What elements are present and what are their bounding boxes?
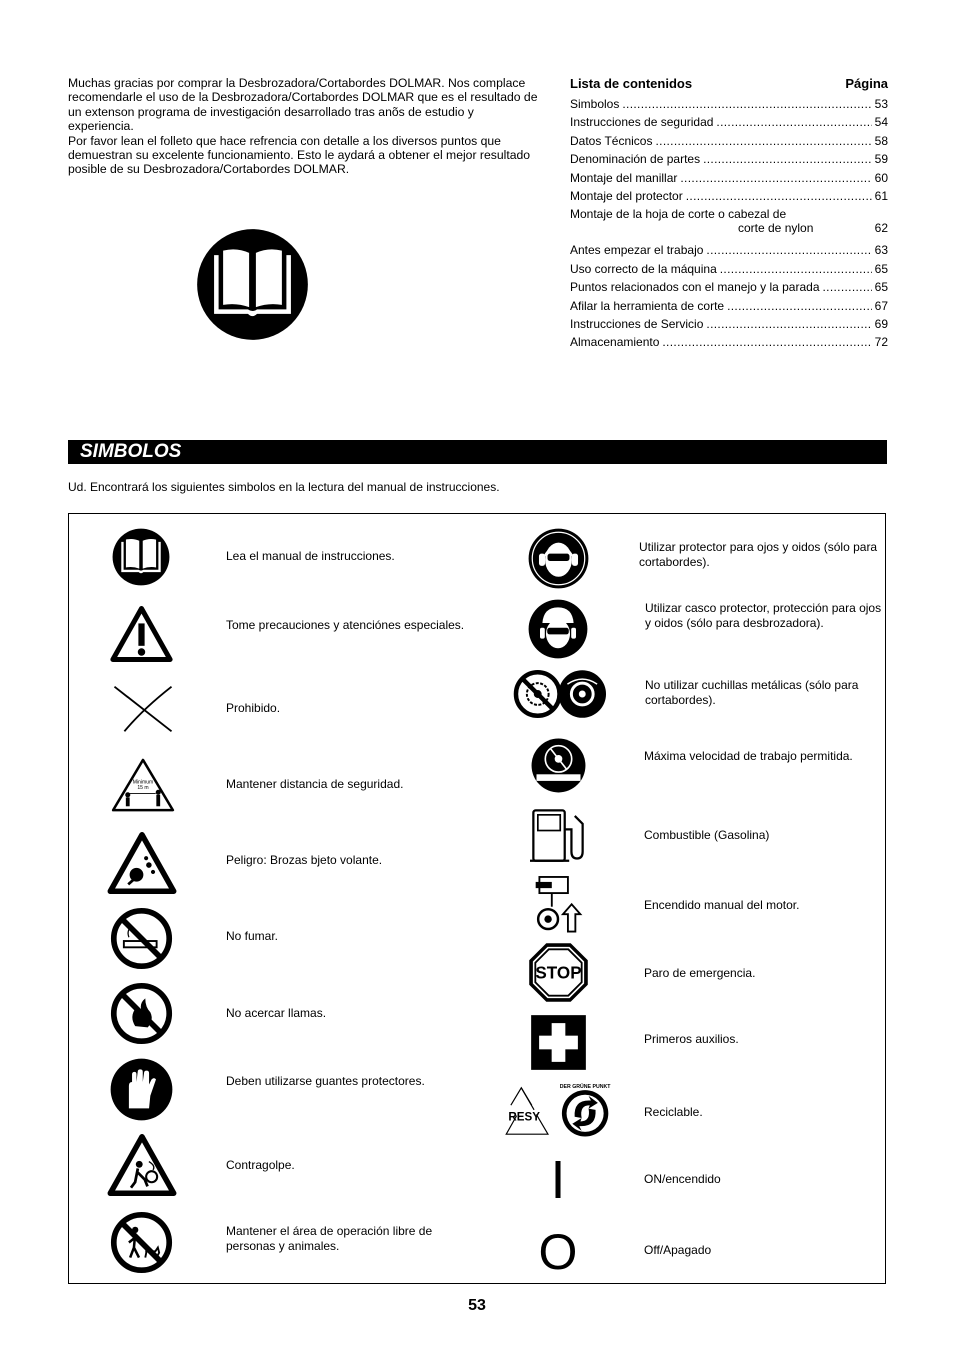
- intro-text: [68, 76, 538, 177]
- toc-item-page: 72: [874, 335, 888, 350]
- warning-icon: [110, 606, 173, 662]
- helmet-icon: [528, 599, 588, 659]
- symbols-table: [68, 513, 886, 1284]
- no-metal-blades-icon: [513, 669, 607, 719]
- toc-item-label: Antes empezar el trabajo: [570, 243, 704, 258]
- toc-page-heading: Página: [845, 76, 888, 91]
- section-title-bar: [68, 440, 887, 464]
- symbol-label: ON/encendido: [644, 1172, 721, 1186]
- symbol-label: Off/Apagado: [644, 1243, 712, 1257]
- toc-item-label: Montaje de la hoja de corte o cabezal de: [570, 207, 787, 222]
- toc-item-page: 62: [874, 221, 888, 236]
- toc-leader: [655, 134, 871, 148]
- toc-item-label: Afilar la herramienta de corte: [570, 298, 725, 313]
- toc-item[interactable]: [570, 134, 888, 152]
- prohibited-icon: [112, 684, 174, 734]
- intro-paragraph-2: Por favor lean el folleto que hace refrencia con detalle a los diversos puntos que demuestran su excelente funcionamiento. Esto le aydará a obtener el mejor resultado posible de su Desbrozadora/Cortabordes DOLMAR.: [68, 133, 531, 177]
- toc-leader: [686, 189, 872, 203]
- toc-leader: [706, 317, 871, 331]
- symbol-label: Máxima velocidad de trabajo permitida.: [644, 749, 853, 763]
- toc-leader: [816, 221, 871, 235]
- symbol-label: No fumar.: [226, 929, 279, 943]
- toc-item-page: 61: [874, 188, 888, 203]
- toc-item-page: 53: [874, 97, 888, 111]
- toc-leader: [706, 243, 871, 257]
- section-title: SIMBOLOS: [80, 441, 182, 462]
- toc-item[interactable]: [570, 207, 888, 243]
- toc-item-page: 67: [874, 298, 888, 313]
- kickback-icon: [107, 1134, 177, 1196]
- toc-item-label: Montaje del manillar: [570, 170, 678, 185]
- book-icon: [196, 228, 309, 341]
- toc-item-label: Montaje del protector: [570, 188, 683, 203]
- toc-leader: [680, 171, 871, 185]
- max-speed-icon: [531, 738, 586, 793]
- toc-item-label: Datos Técnicos: [570, 133, 653, 148]
- symbol-label: No utilizar cuchillas metálicas (sólo para cortabordes).: [645, 678, 859, 707]
- toc-item-label: Uso correcto de la máquina: [570, 261, 717, 276]
- symbol-label: Mantener el área de operación libre de personas y animales.: [226, 1224, 433, 1253]
- symbol-label: Encendido manual del motor.: [644, 898, 800, 912]
- toc-leader: [622, 97, 871, 111]
- symbol-label: Reciclable.: [644, 1105, 703, 1119]
- toc-leader: [662, 335, 871, 349]
- symbol-label: Paro de emergencia.: [644, 966, 756, 980]
- symbol-label: Contragolpe.: [226, 1158, 295, 1172]
- symbol-label: Combustible (Gasolina): [644, 828, 770, 842]
- toc-item[interactable]: [570, 189, 888, 207]
- toc-item-label: Almacenamiento: [570, 335, 660, 350]
- intro-paragraph-1: Muchas gracias por comprar la Desbrozadora/Cortabordes DOLMAR. Nos complace recomendarle el uso de la Desbrozadora/Cortabordes DOLMAR que es el resultado de un extenson programa de investigación desarrollado tras anõs de estudio y experiencia.: [68, 76, 538, 134]
- page-number: 53: [468, 1297, 486, 1314]
- book-icon: [112, 528, 170, 586]
- toc-item-page: 58: [874, 133, 888, 148]
- symbol-label: Primeros auxilios.: [644, 1032, 739, 1046]
- toc-leader: [716, 115, 871, 129]
- no-flames-icon: [110, 982, 173, 1045]
- toc-item-label: Instrucciones de Servicio: [570, 316, 704, 331]
- toc-item[interactable]: [570, 171, 888, 189]
- symbol-label: Tome precauciones y atenciónes especiales.: [226, 618, 465, 632]
- section-intro: Ud. Encontrará los siguientes simbolos en la lectura del manual de instrucciones.: [68, 480, 500, 494]
- toc-leader: [703, 152, 872, 166]
- toc-header: [570, 76, 888, 91]
- toc-item-label-continued: corte de nylon: [738, 221, 814, 236]
- gloves-icon: [110, 1058, 173, 1121]
- icon-text-minimum: Minimum: [132, 779, 154, 786]
- flying-objects-icon: [107, 832, 177, 894]
- toc-item-page: 65: [874, 261, 888, 276]
- toc-leader: [823, 280, 872, 294]
- gruene-punkt-text: DER GRÜNE PUNKT: [559, 1083, 611, 1090]
- toc-item-page: 54: [874, 115, 888, 130]
- recycle-icon: [498, 1082, 620, 1140]
- symbol-label: Mantener distancia de seguridad.: [226, 777, 404, 791]
- toc-item-label: Denominación de partes: [570, 152, 701, 167]
- toc-item-page: 69: [874, 316, 888, 331]
- first-aid-icon: [529, 1014, 588, 1071]
- symbol-label: Prohibido.: [226, 701, 281, 715]
- toc-item[interactable]: [570, 280, 888, 298]
- toc-item-label: Puntos relacionados con el manejo y la parada: [570, 280, 820, 295]
- toc-item[interactable]: [570, 262, 888, 280]
- no-smoking-icon: [110, 907, 173, 970]
- symbol-label: Utilizar casco protector, protección para ojos y oidos (sólo para desbrozadora).: [645, 601, 882, 630]
- toc-heading: Lista de contenidos: [570, 76, 693, 91]
- manual-start-icon: [533, 872, 583, 934]
- toc-item[interactable]: [570, 335, 888, 353]
- symbol-label: Lea el manual de instrucciones.: [226, 549, 395, 563]
- toc-item[interactable]: [570, 299, 888, 317]
- toc-item[interactable]: [570, 115, 888, 133]
- toc-leader: [720, 262, 872, 276]
- icon-text-distance: 15 m: [137, 785, 149, 792]
- safety-distance-icon: [111, 758, 175, 812]
- toc-item[interactable]: [570, 97, 888, 115]
- table-of-contents: [570, 76, 888, 354]
- toc-item-page: 63: [874, 243, 888, 258]
- stop-icon: [528, 942, 589, 1003]
- symbol-label: No acercar llamas.: [226, 1006, 327, 1020]
- keep-clear-icon: [110, 1211, 173, 1274]
- on-icon: I: [550, 1150, 566, 1210]
- resy-text: RESY: [508, 1110, 540, 1124]
- eye-ear-protection-icon: [528, 528, 589, 589]
- toc-item[interactable]: [570, 317, 888, 335]
- toc-item[interactable]: [570, 243, 888, 261]
- fuel-icon: [530, 806, 586, 864]
- toc-item-page: 65: [874, 280, 888, 295]
- symbol-label: Peligro: Brozas bjeto volante.: [226, 853, 383, 867]
- stop-text: STOP: [535, 963, 582, 983]
- toc-item-label: Simbolos: [570, 97, 620, 111]
- toc-item-page: 60: [874, 170, 888, 185]
- symbol-label: Utilizar protector para ojos y oidos (sólo para cortabordes).: [639, 540, 878, 569]
- toc-item-page: 59: [874, 152, 888, 167]
- toc-leader: [727, 299, 872, 313]
- symbol-label: Deben utilizarse guantes protectores.: [226, 1074, 425, 1088]
- toc-item[interactable]: [570, 152, 888, 170]
- toc-item-label: Instrucciones de seguridad: [570, 115, 714, 130]
- off-icon: O: [538, 1224, 578, 1280]
